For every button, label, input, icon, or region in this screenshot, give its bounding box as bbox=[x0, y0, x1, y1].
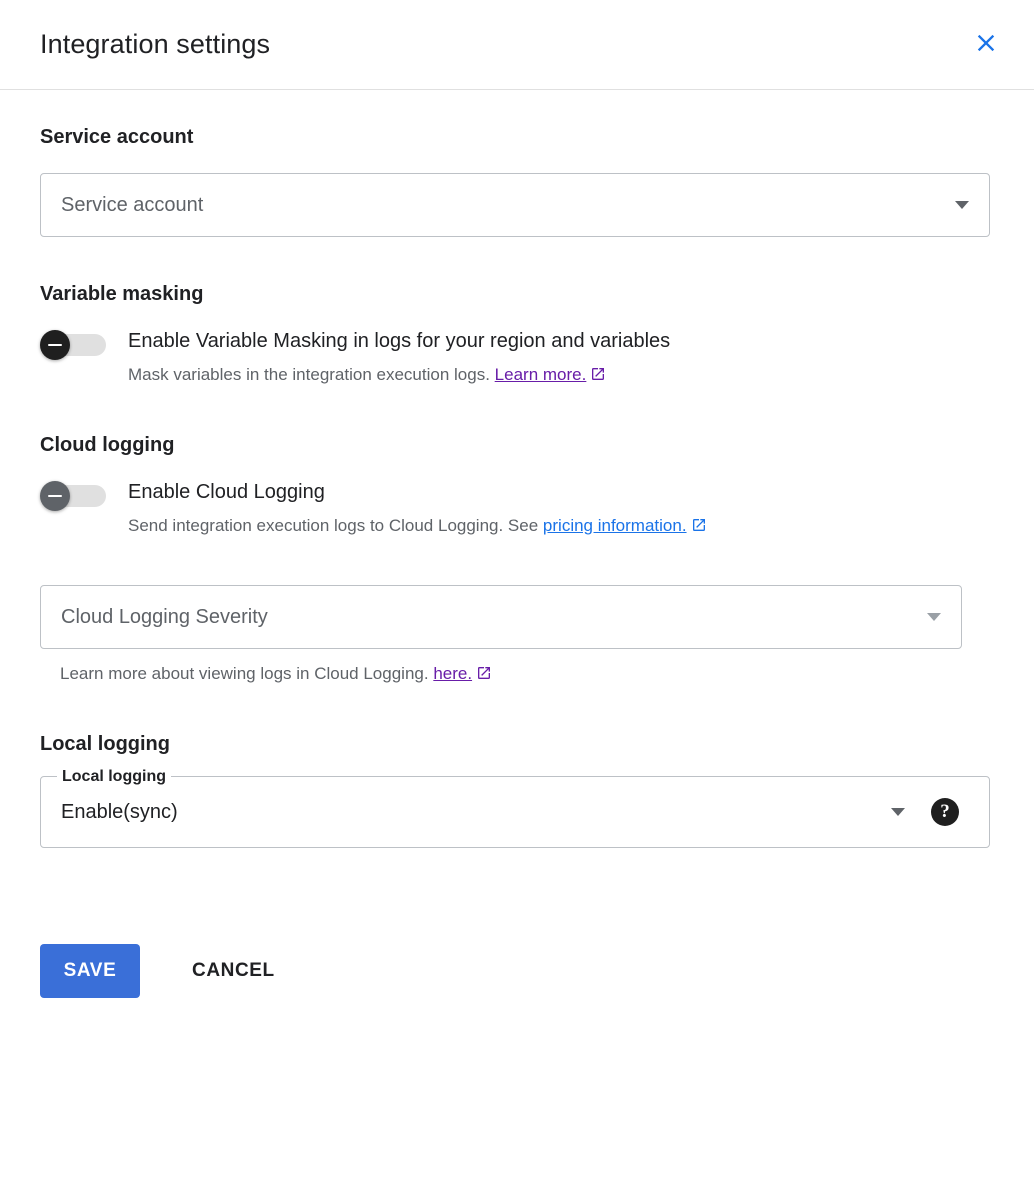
minus-icon bbox=[48, 344, 62, 346]
cloud-logging-helper-text bbox=[60, 663, 994, 687]
minus-icon bbox=[48, 495, 62, 497]
cloud-logging-toggle[interactable] bbox=[40, 481, 106, 511]
service-account-heading: Service account bbox=[40, 126, 194, 148]
chevron-down-icon bbox=[955, 201, 969, 209]
variable-masking-section bbox=[40, 237, 994, 388]
chevron-down-icon bbox=[891, 808, 905, 816]
cloud-logging-heading: Cloud logging bbox=[40, 434, 175, 456]
local-logging-heading: Local logging bbox=[40, 733, 170, 755]
cloud-logging-texts bbox=[128, 479, 707, 539]
cloud-logging-severity-select[interactable] bbox=[40, 585, 962, 649]
variable-masking-description-text: Mask variables in the integration execution logs. bbox=[128, 365, 490, 384]
cloud-logging-description bbox=[128, 515, 707, 539]
chevron-down-icon bbox=[927, 613, 941, 621]
dialog-header bbox=[0, 0, 1034, 90]
dialog-body bbox=[0, 90, 1034, 848]
local-logging-row bbox=[40, 768, 994, 848]
close-button[interactable] bbox=[962, 21, 1010, 69]
save-button[interactable]: SAVE bbox=[40, 944, 140, 998]
dialog-actions bbox=[0, 944, 1034, 998]
external-link-icon bbox=[476, 665, 492, 687]
toggle-thumb bbox=[40, 330, 70, 360]
service-account-section bbox=[40, 90, 994, 237]
cloud-logging-helper-prefix: Learn more about viewing logs in Cloud Logging. bbox=[60, 664, 429, 683]
local-logging-field-legend: Local logging bbox=[57, 767, 171, 787]
variable-masking-row bbox=[40, 328, 994, 388]
local-logging-select-value: Enable(sync) bbox=[61, 800, 178, 823]
page-title: Integration settings bbox=[40, 29, 271, 59]
external-link-icon bbox=[590, 366, 606, 388]
cloud-logging-label: Enable Cloud Logging bbox=[128, 481, 325, 503]
cloud-logging-here-link[interactable]: here. bbox=[433, 664, 473, 683]
pricing-information-link[interactable]: pricing information. bbox=[542, 516, 687, 535]
variable-masking-description bbox=[128, 364, 670, 388]
cloud-logging-section bbox=[40, 388, 994, 687]
cancel-button[interactable]: CANCEL bbox=[184, 948, 283, 994]
variable-masking-toggle[interactable] bbox=[40, 330, 106, 360]
cloud-logging-row bbox=[40, 479, 994, 539]
toggle-thumb bbox=[40, 481, 70, 511]
cloud-logging-description-text: Send integration execution logs to Cloud Logging. See bbox=[128, 516, 539, 535]
help-icon[interactable]: ? bbox=[931, 798, 959, 826]
local-logging-select[interactable] bbox=[40, 768, 990, 848]
variable-masking-label: Enable Variable Masking in logs for your region and variables bbox=[128, 330, 671, 352]
local-logging-section bbox=[40, 687, 994, 848]
variable-masking-heading: Variable masking bbox=[40, 283, 204, 305]
variable-masking-learn-more-link[interactable]: Learn more. bbox=[494, 365, 587, 384]
cloud-logging-severity-value: Cloud Logging Severity bbox=[61, 605, 268, 628]
close-icon bbox=[972, 29, 1000, 60]
external-link-icon bbox=[691, 517, 707, 539]
variable-masking-texts bbox=[128, 328, 670, 388]
service-account-select[interactable] bbox=[40, 173, 990, 237]
service-account-select-value: Service account bbox=[61, 193, 204, 216]
